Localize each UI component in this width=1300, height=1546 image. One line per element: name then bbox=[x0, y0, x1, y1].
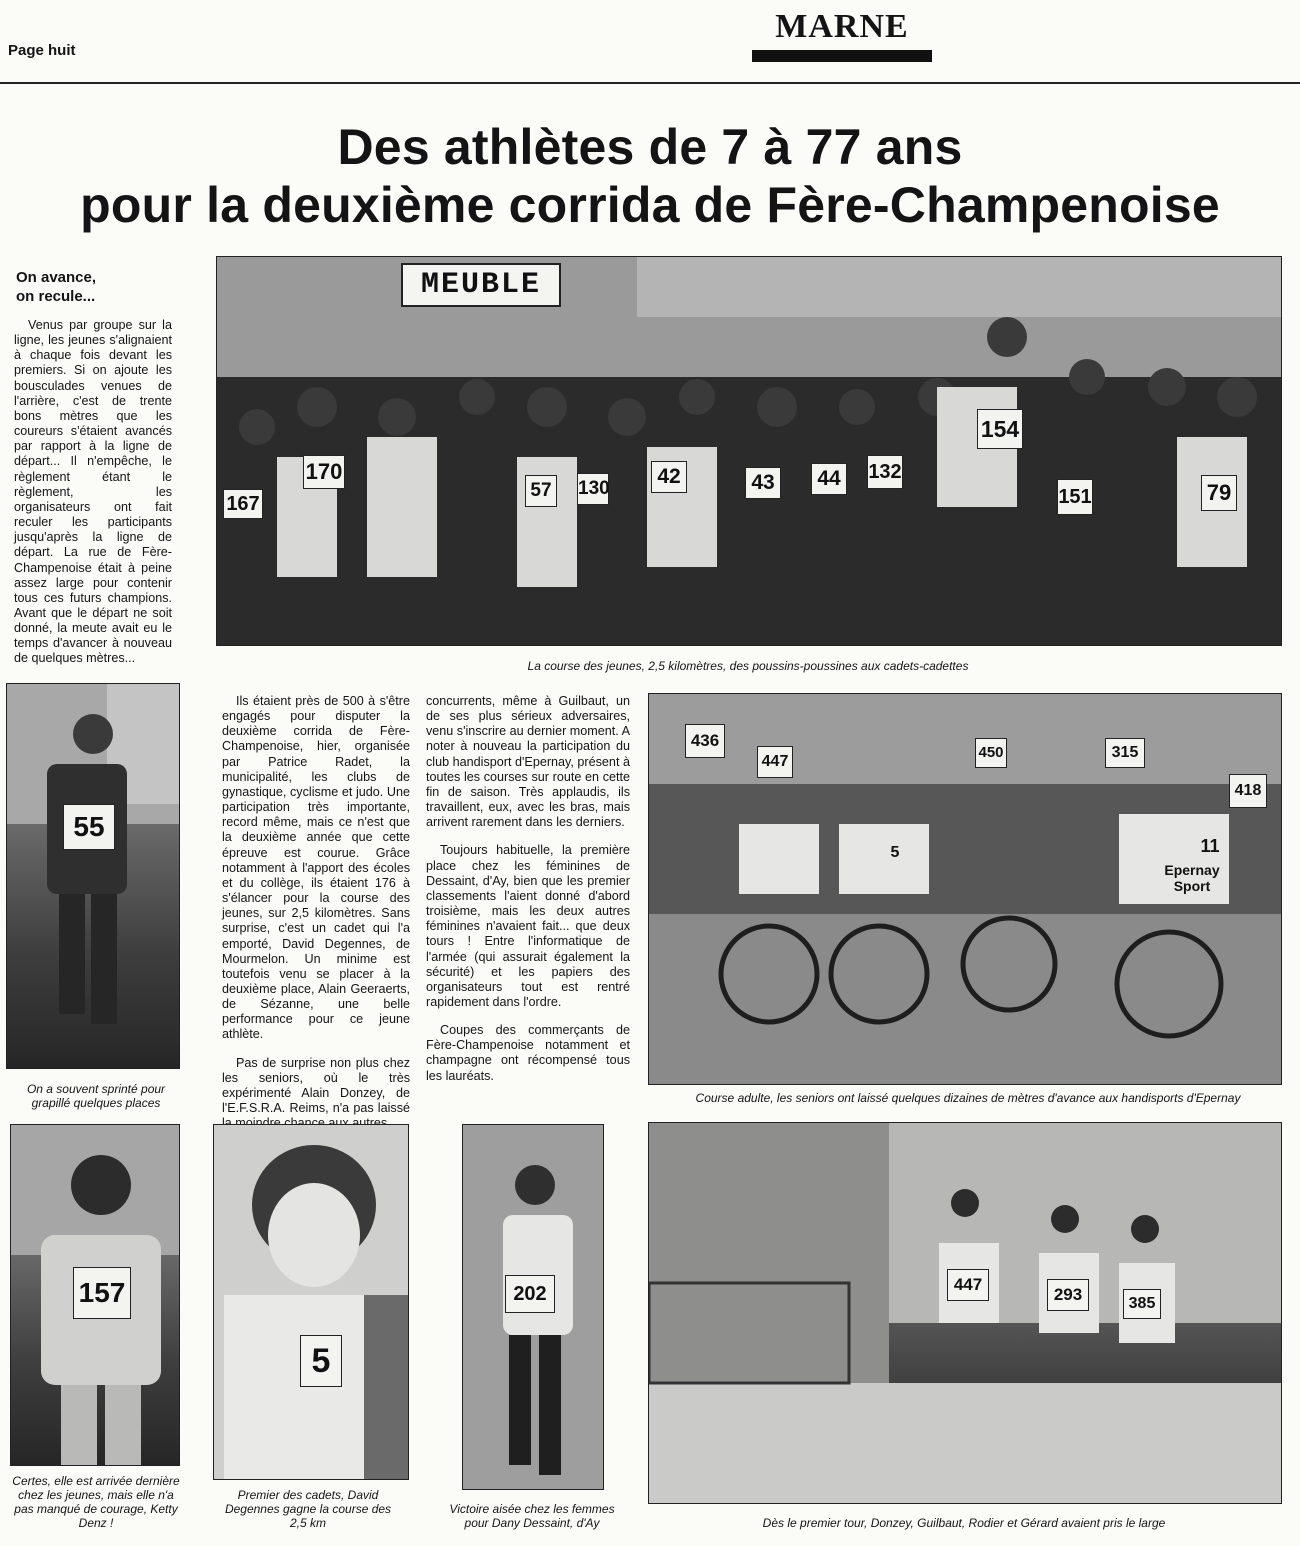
sidebar-title bbox=[16, 268, 196, 306]
caption-line: Victoire aisée chez les femmes bbox=[449, 1502, 615, 1516]
caption-line: chez les jeunes, mais elle n'a bbox=[18, 1488, 174, 1502]
headline-line-1: Des athlètes de 7 à 77 ans bbox=[337, 119, 963, 175]
race-bib: 5 bbox=[300, 1335, 342, 1387]
article-column-1 bbox=[222, 694, 410, 1131]
race-bib: 130 bbox=[577, 473, 609, 505]
leaders-photo-caption: Dès le premier tour, Donzey, Guilbaut, Rodier et Gérard avaient pris le large bbox=[762, 1516, 1166, 1530]
race-bib: 151 bbox=[1057, 479, 1093, 515]
shop-sign: MEUBLE bbox=[401, 263, 561, 307]
crowd-illustration bbox=[217, 257, 1281, 645]
sprint-photo bbox=[6, 683, 180, 1069]
sidebar-title-line-1: On avance, bbox=[16, 269, 97, 286]
handisport-photo-caption: Course adulte, les seniors ont laissé quelques dizaines de mètres d'avance aux handisports d'Epernay bbox=[695, 1091, 1241, 1105]
women-winner-photo-caption bbox=[412, 1502, 652, 1530]
last-girl-photo-caption bbox=[0, 1474, 192, 1530]
race-bib: 157 bbox=[73, 1267, 131, 1319]
article-column-2 bbox=[426, 694, 630, 1084]
caption-line: grapillé quelques places bbox=[31, 1096, 161, 1110]
caption-line: Degennes gagne la course des bbox=[224, 1502, 392, 1516]
race-bib: 11 bbox=[1200, 836, 1220, 856]
sidebar-title-line-2: on recule... bbox=[16, 288, 96, 305]
race-bib: 436 bbox=[685, 724, 725, 758]
sidebar-paragraph: Venus par groupe sur la ligne, les jeunes s'alignaient à chaque fois devant les premiers. Si on ajoute les bousculades venues de l'arrière, c'est de trente bons mètres que les coureurs s'étaient avancés par rapport à la ligne de départ... Il n'empêche, le règlement étant le règlement, les organisateurs ont fait reculer les participants jusqu'après la ligne de départ. La rue de Fère-Champenoise était à peine assez large pour contenir tous ces futurs champions. Avant que le départ ne soit donné, la meute avait eu le temps d'avancer à nouveau de quelques mètres... bbox=[14, 318, 172, 666]
race-bib: 450 bbox=[975, 738, 1007, 768]
race-bib: 55 bbox=[63, 804, 115, 850]
jersey-logo: Epernay Sport bbox=[1164, 862, 1220, 894]
article-paragraph: Toujours habituelle, la première place chez les féminines de Dessaint, d'Ay, bien que les premier classements l'aient donné d'abord troisième, mais les deux autres féminines n'avaient fait... que deux tours ! Entre l'informatique de l'armée (qui assurait également la sécurité) et les papiers des organisateurs tout est rentré rapidement dans l'ordre. bbox=[426, 843, 630, 1009]
article-paragraph: Ils étaient près de 500 à s'être engagés pour disputer la deuxième corrida de Fère-Champenoise, hier, organisée par Patrice Radet, la municipalité, les clubs de gynastique, cyclisme et judo. Une participation très importante, record même, mais ce n'est que la deuxième année que cette épreuve est courue. Grâce notamment à l'apport des écoles et du collège, ils étaient 176 à s'élancer pour la course des jeunes, sur 2,5 kilomètres. Sans surprise, c'est un cadet qui l'a emporté, David Degennes, de Mourmelon. Un minime est toutefois venu se placer à la deuxième place, Alain Geeraerts, de Sézanne, une belle performance pour ce jeune athlète. bbox=[222, 694, 410, 1042]
race-bib: 315 bbox=[1105, 738, 1145, 768]
main-photo bbox=[216, 256, 1282, 646]
caption-line: 2,5 km bbox=[289, 1516, 326, 1530]
headline-line-2: pour la deuxième corrida de Fère-Champenoise bbox=[80, 177, 1220, 233]
race-bib: 44 bbox=[811, 463, 847, 495]
article-paragraph: concurrents, même à Guilbaut, un de ses plus sérieux adversaires, venu s'inscrire au dernier moment. A noter à nouveau la participation du club handisport d'Epernay, présent à toutes les courses sur route en cette fin de saison. Très applaudis, ils travaillent, eux, avec les bras, mais arrivent rarement dans les derniers. bbox=[426, 694, 630, 830]
caption-line: Certes, elle est arrivée dernière bbox=[12, 1474, 180, 1488]
page-label: Page huit bbox=[8, 42, 76, 59]
sprint-photo-caption bbox=[0, 1082, 192, 1110]
race-bib: 170 bbox=[303, 455, 345, 489]
race-bib: 202 bbox=[505, 1275, 555, 1313]
cadet-winner-photo-caption bbox=[203, 1488, 413, 1530]
cadet-winner-photo bbox=[213, 1124, 409, 1480]
caption-line: pas manqué de courage, Ketty bbox=[14, 1502, 178, 1516]
race-bib: 132 bbox=[867, 455, 903, 489]
leaders-photo bbox=[648, 1122, 1282, 1504]
section-underline bbox=[752, 50, 932, 62]
header-rule bbox=[0, 82, 1300, 84]
caption-line: pour Dany Dessaint, d'Ay bbox=[464, 1516, 600, 1530]
race-bib: 43 bbox=[745, 467, 781, 499]
caption-line: Premier des cadets, David bbox=[237, 1488, 379, 1502]
race-bib: 5 bbox=[890, 844, 900, 861]
caption-line: On a souvent sprinté pour bbox=[26, 1082, 166, 1096]
race-bib: 418 bbox=[1229, 774, 1267, 808]
section-title: MARNE bbox=[775, 8, 909, 45]
article-paragraph: Coupes des commerçants de Fère-Champenoise notamment et champagne ont récompensé tous les lauréats. bbox=[426, 1023, 630, 1083]
handisport-photo bbox=[648, 693, 1282, 1085]
main-photo-caption: La course des jeunes, 2,5 kilomètres, des poussins-poussines aux cadets-cadettes bbox=[527, 659, 969, 673]
race-bib: 57 bbox=[525, 475, 557, 507]
runner-illustration bbox=[7, 684, 179, 1068]
race-bib: 154 bbox=[977, 409, 1023, 449]
street-race-illustration bbox=[649, 1123, 1281, 1503]
caption-line: Denz ! bbox=[78, 1516, 114, 1530]
cadet-portrait-illustration bbox=[214, 1125, 408, 1479]
race-bib: 447 bbox=[757, 746, 793, 778]
women-winner-photo bbox=[462, 1124, 604, 1490]
race-bib: 385 bbox=[1123, 1289, 1161, 1319]
race-bib: 42 bbox=[651, 461, 687, 493]
race-bib: 167 bbox=[223, 489, 263, 519]
race-bib: 79 bbox=[1201, 475, 1237, 511]
last-girl-photo bbox=[10, 1124, 180, 1466]
article-paragraph: Pas de surprise non plus chez les seniors, où le très expérimenté Alain Donzey, de l'E.F.S.R.A. Reims, n'a pas laissé bbox=[222, 1055, 410, 1116]
race-bib: 293 bbox=[1047, 1279, 1089, 1311]
headline bbox=[0, 118, 1300, 234]
race-bib: 447 bbox=[947, 1269, 989, 1301]
sidebar-body bbox=[14, 318, 172, 667]
